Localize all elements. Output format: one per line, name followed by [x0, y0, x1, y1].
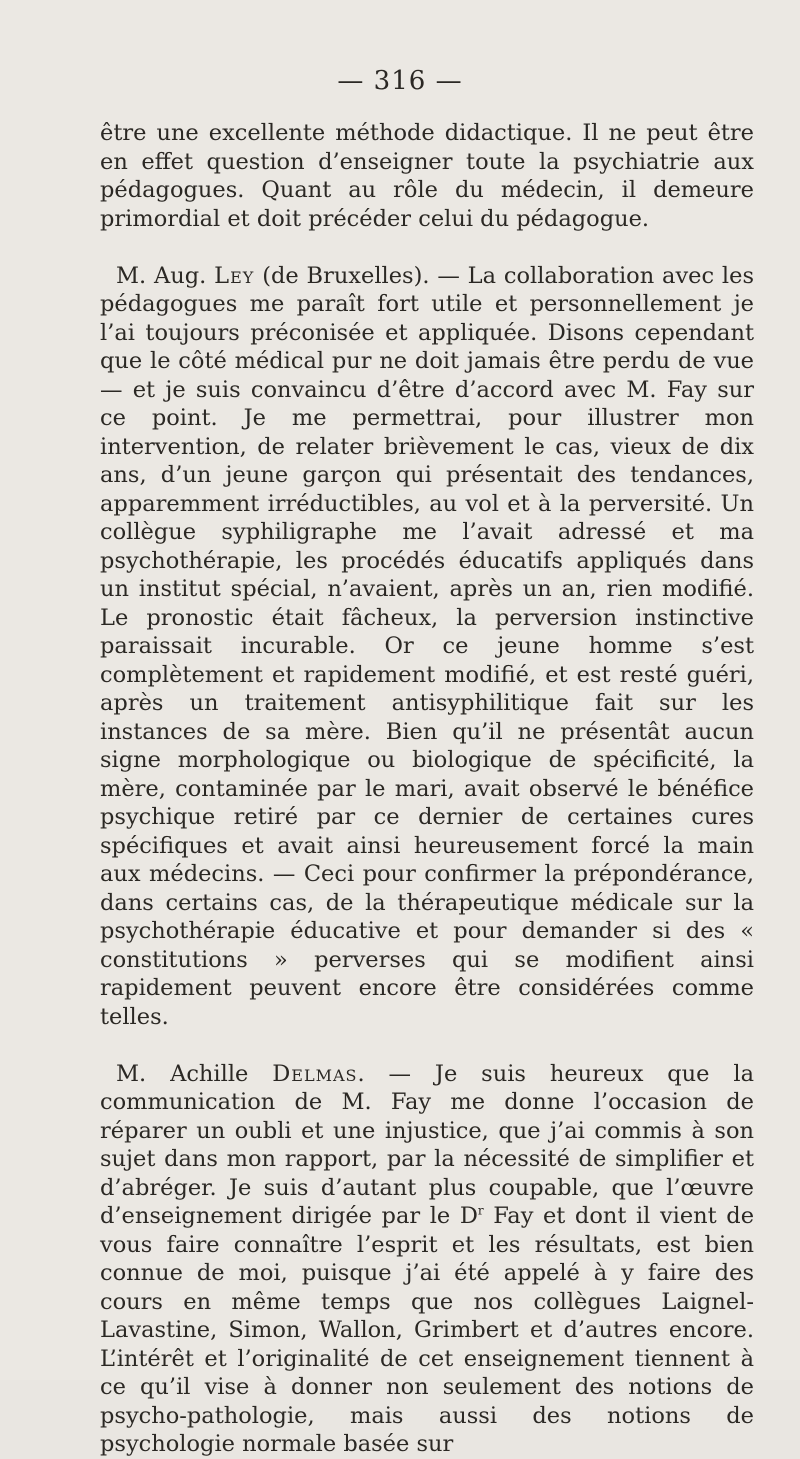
speaker-suffix: .	[357, 1060, 365, 1087]
doctor-abbrev-sup: r	[477, 1203, 484, 1218]
paragraph-3-text-a: — Je suis heureux que la communication de M. Fay me donne l’occasion de réparer un oubli et une injustice, que j’ai commis à son sujet dans mon rapport, par la nécessité de simplifier et d’abréger. Je suis d’autant plus coupable, que l’œuvre d’enseignement dirigée par le	[100, 1060, 754, 1229]
paragraph-3	[100, 1060, 754, 1459]
speaker-suffix: (de Bruxelles).	[254, 262, 430, 289]
paragraph-2-text: — La collaboration avec les pédagogues me paraît fort utile et personnellement je l’ai toujours préconisée et appliquée. Disons cependant que le côté médical pur ne doit jamais être perdu de vue — et je suis convaincu d’être d’accord avec M. Fay sur ce point. Je me permettrai, pour illustrer mon intervention, de relater brièvement le cas, vieux de dix ans, d’un jeune garçon qui présentait des tendances, apparemment irréductibles, au vol et à la perversité. Un collègue syphiligraphe me l’avait adressé et ma psychothérapie, les procédés éducatifs appliqués dans un institut spécial, n’avaient, après un an, rien modifié. Le pronostic était fâcheux, la perversion instinctive paraissait incurable. Or ce jeune homme s’est complètement et rapidement modifié, et est resté guéri, après un traitement antisyphilitique fait sur les instances de sa mère. Bien qu’il ne présentât aucun signe morphologique ou biologique de spécificité, la mère, contaminée par le mari, avait observé le bénéfice psychique retiré par ce dernier de certaines cures spécifiques et avait ainsi heureusement forcé la main aux médecins. — Ceci pour confirmer la prépondérance, dans certains cas, de la thérapeutique médicale sur la psychothérapie éducative et pour demander si des « constitutions » perverses qui se modifient ainsi rapidement peuvent encore être considérées comme telles.	[100, 262, 754, 1030]
paragraph-1: être une excellente méthode didactique. Il ne peut être en effet question d’enseigner toute la psychiatrie aux pédagogues. Quant au rôle du médecin, il demeure primordial et doit précéder celui du pédagogue.	[100, 120, 754, 232]
page-number: — 316 —	[337, 66, 463, 96]
speaker-prefix: M. Aug.	[116, 262, 215, 289]
speaker-prefix: M. Achille	[116, 1060, 273, 1087]
paragraph-3-text-b: Fay et dont il vient de vous faire connaître l’esprit et les résultats, est bien connue de moi, puisque j’ai été appelé à y faire des cours en même temps que nos collègues Laignel-Lavastine, Simon, Wallon, Grimbert et d’autres encore. L’intérêt et l’originalité de cet enseignement tiennent à ce qu’il vise à donner non seulement des notions de psycho-pathologie, mais aussi des notions de psychologie normale basée sur	[100, 1203, 755, 1457]
speaker-name: Ley	[214, 262, 255, 289]
speaker-name: Delmas	[272, 1060, 358, 1087]
doctor-abbrev: D	[459, 1203, 478, 1229]
body-text	[100, 119, 754, 1459]
paragraph-2	[100, 262, 754, 1032]
